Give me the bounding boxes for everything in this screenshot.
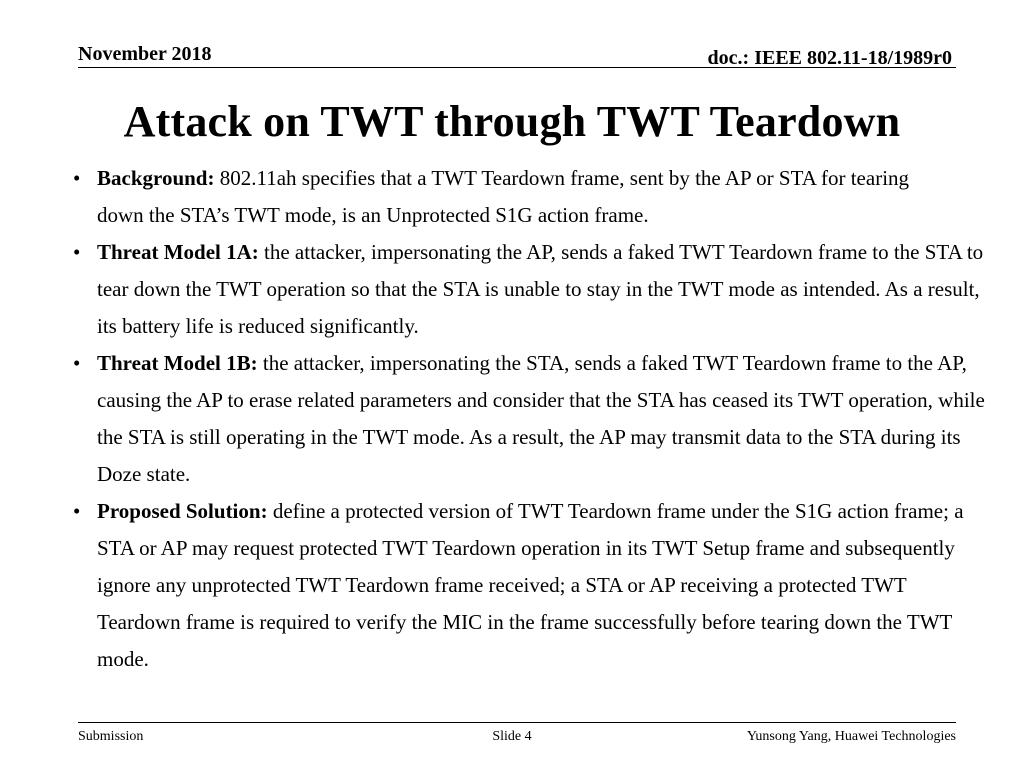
bullet-threat-model-1a: [70, 234, 987, 345]
bullet-text: 802.11ah specifies that a TWT Teardown frame, sent by the AP or STA for tearing down the STA’s TWT mode, is an Unprotected S1G action frame.: [97, 166, 910, 227]
footer-submission: Submission: [78, 729, 144, 744]
bullet-dot-icon: •: [73, 351, 81, 375]
bullet-dot-icon: •: [73, 240, 81, 264]
bullet-text: define a protected version of TWT Teardown frame under the S1G action frame; a STA or AP may request protected TWT Teardown operation in its TWT Setup frame and subsequently ignore any unprotected TWT Teardown frame received; a STA or AP receiving a protected TWT Teardown frame is required to verify the MIC in the frame successfully before tearing down the TWT mode.: [97, 499, 964, 671]
bullet-label: Background:: [97, 166, 215, 190]
footer-divider: [78, 722, 956, 723]
bullet-label: Threat Model 1B:: [97, 351, 258, 375]
bullet-label: Proposed Solution:: [97, 499, 268, 523]
header-date: November 2018: [78, 43, 212, 65]
bullet-text: the attacker, impersonating the AP, sends a faked TWT Teardown frame to the STA to tear down the TWT operation so that the STA is unable to stay in the TWT mode as intended. As a result, its battery life is reduced significantly.: [97, 240, 984, 338]
bullet-threat-model-1b: [70, 345, 987, 493]
bullet-label: Threat Model 1A:: [97, 240, 259, 264]
bullet-background: [70, 160, 959, 234]
bullet-dot-icon: •: [73, 166, 81, 190]
bullet-dot-icon: •: [73, 499, 81, 523]
header-doc-id: doc.: IEEE 802.11-18/1989r0: [707, 47, 952, 69]
slide-title: Attack on TWT through TWT Teardown: [123, 97, 901, 146]
bullet-list: [70, 160, 990, 678]
bullet-proposed-solution: [70, 493, 987, 678]
header-divider: [78, 67, 956, 68]
footer-slide-number: Slide 4: [492, 729, 532, 744]
footer-author: Yunsong Yang, Huawei Technologies: [746, 729, 956, 744]
bullet-text: the attacker, impersonating the STA, sends a faked TWT Teardown frame to the AP, causing the AP to erase related parameters and consider that the STA has ceased its TWT operation, while the STA is still operating in the TWT mode. As a result, the AP may transmit data to the STA during its Doze state.: [97, 351, 985, 486]
